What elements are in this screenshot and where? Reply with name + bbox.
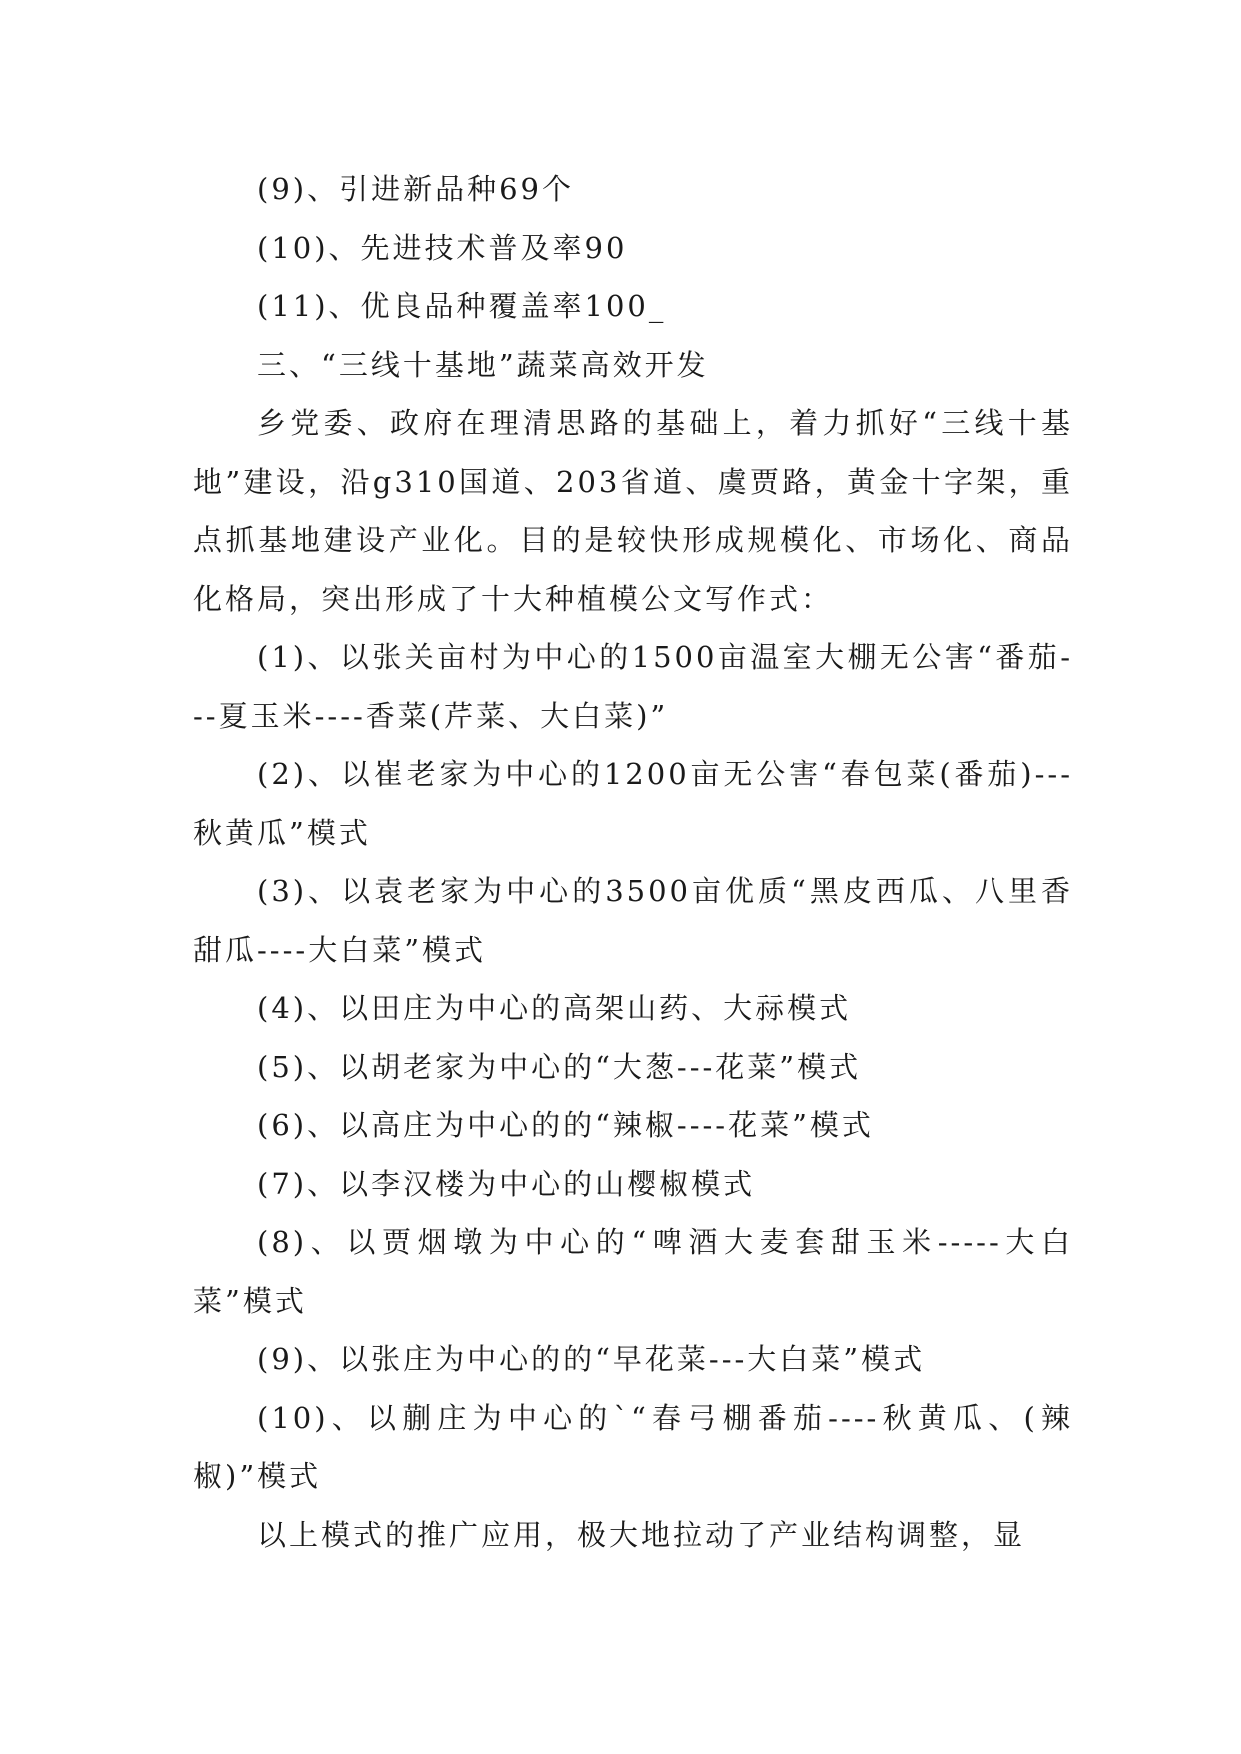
- list-item-9: (9)、引进新品种69个: [257, 172, 574, 206]
- document-body: [193, 160, 1073, 1564]
- mode-item-4: (4)、以田庄为中心的高架山药、大祘模式: [257, 991, 852, 1025]
- mode-item-3: (3)、以袁老家为中心的3500亩优质“黑皮西瓜、八里香甜瓜----大白菜”模式: [193, 874, 1073, 967]
- mode-item-8: (8)、以贾烟墩为中心的“啤酒大麦套甜玉米-----大白菜”模式: [193, 1225, 1073, 1318]
- list-item-11: (11)、优良品种覆盖率100_: [257, 289, 667, 323]
- body-paragraph: 乡党委、政府在理清思路的基础上，着力抓好“三线十基地”建设，沿g310国道、203省道、虞贾路，黄金十字架，重点抓基地建设产业化。目的是较快形成规模化、市场化、商品化格局，突出形成了十大种植模公文写作式：: [193, 406, 1073, 616]
- mode-item-10: (10)、以蒯庄为中心的`“春弓棚番茄----秋黄瓜、(辣椒)”模式: [193, 1400, 1073, 1493]
- closing-paragraph: 以上模式的推广应用，极大地拉动了产业结构调整，显: [257, 1517, 1026, 1552]
- list-item-10: (10)、先进技术普及率90: [257, 230, 628, 265]
- mode-item-2: (2)、以崔老家为中心的1200亩无公害“春包菜(番茄)---秋黄瓜”模式: [193, 757, 1073, 850]
- mode-item-6: (6)、以高庄为中心的的“辣椒----花菜”模式: [257, 1108, 874, 1142]
- mode-item-7: (7)、以李汉楼为中心的山樱椒模式: [257, 1166, 756, 1201]
- mode-item-5: (5)、以胡老家为中心的“大葱---花菜”模式: [257, 1049, 862, 1084]
- mode-item-9: (9)、以张庄为中心的的“早花菜---大白菜”模式: [257, 1342, 926, 1376]
- section-heading: 三、“三线十基地”蔬菜高效开发: [257, 347, 709, 382]
- mode-item-1: (1)、以张关亩村为中心的1500亩温室大棚无公害“番茄---夏玉米----香菜(芹菜、大白菜)”: [193, 640, 1073, 733]
